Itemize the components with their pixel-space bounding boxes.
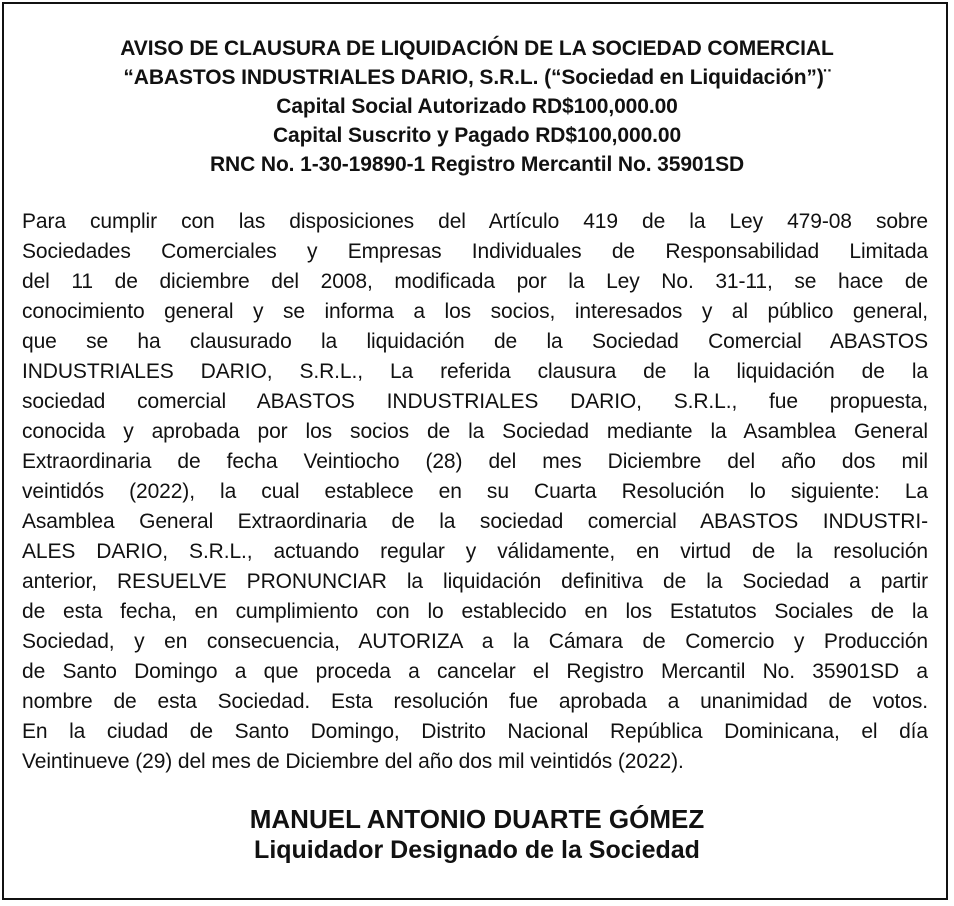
body-line: En la ciudad de Santo Domingo, Distrito Nacional República Dominicana, el día: [22, 720, 928, 743]
authorized-capital: Capital Social Autorizado RD$100,000.00: [276, 95, 678, 118]
body-line: de esta fecha, en cumplimiento con lo establecido en los Estatutos Sociales de la: [22, 600, 928, 623]
body-line: veintidós (2022), la cual establece en su Cuarta Resolución lo siguiente: La: [22, 480, 928, 503]
registry-numbers: RNC No. 1-30-19890-1 Registro Mercantil No. 35901SD: [209, 153, 745, 176]
body-line: anterior, RESUELVE PRONUNCIAR la liquidación definitiva de la Sociedad a partir: [22, 570, 928, 593]
body-line: que se ha clausurado la liquidación de la Sociedad Comercial ABASTOS: [22, 330, 928, 353]
legal-notice: [2, 2, 948, 900]
body-line: del 11 de diciembre del 2008, modificada por la Ley No. 31-11, se hace de: [22, 270, 928, 293]
body-line: de Santo Domingo a que proceda a cancelar el Registro Mercantil No. 35901SD a: [22, 660, 928, 683]
signatory-role: Liquidador Designado de la Sociedad: [254, 836, 700, 864]
body-line: Extraordinaria de fecha Veintiocho (28) del mes Diciembre del año dos mil: [22, 450, 928, 473]
signature-block: [4, 804, 950, 866]
body-line: INDUSTRIALES DARIO, S.R.L., La referida clausura de la liquidación de la: [22, 360, 928, 383]
body-line: Sociedades Comerciales y Empresas Individuales de Responsabilidad Limitada: [22, 240, 928, 263]
body-line: Veintinueve (29) del mes de Diciembre del año dos mil veintidós (2022).: [22, 750, 684, 773]
notice-title: AVISO DE CLAUSURA DE LIQUIDACIÓN DE LA SOCIEDAD COMERCIAL: [120, 37, 834, 60]
body-line: Para cumplir con las disposiciones del Artículo 419 de la Ley 479-08 sobre: [22, 210, 928, 233]
body-line: conocimiento general y se informa a los socios, interesados y al público general,: [22, 300, 928, 323]
body-line: Sociedad, y en consecuencia, AUTORIZA a la Cámara de Comercio y Producción: [22, 630, 928, 653]
body-line: sociedad comercial ABASTOS INDUSTRIALES DARIO, S.R.L., fue propuesta,: [22, 390, 928, 413]
signatory-name: MANUEL ANTONIO DUARTE GÓMEZ: [249, 804, 705, 834]
body-line: ALES DARIO, S.R.L., actuando regular y válidamente, en virtud de la resolución: [22, 540, 928, 563]
body-line: conocida y aprobada por los socios de la Sociedad mediante la Asamblea General: [22, 420, 928, 443]
body-line: nombre de esta Sociedad. Esta resolución fue aprobada a unanimidad de votos.: [22, 690, 928, 713]
body-line: Asamblea General Extraordinaria de la sociedad comercial ABASTOS INDUSTRI-: [22, 510, 928, 533]
subscribed-capital: Capital Suscrito y Pagado RD$100,000.00: [272, 124, 682, 147]
company-name: “ABASTOS INDUSTRIALES DARIO, S.R.L. (“Sociedad en Liquidación”)¨: [123, 66, 831, 89]
notice-header: [4, 34, 950, 179]
notice-body: [22, 207, 928, 777]
